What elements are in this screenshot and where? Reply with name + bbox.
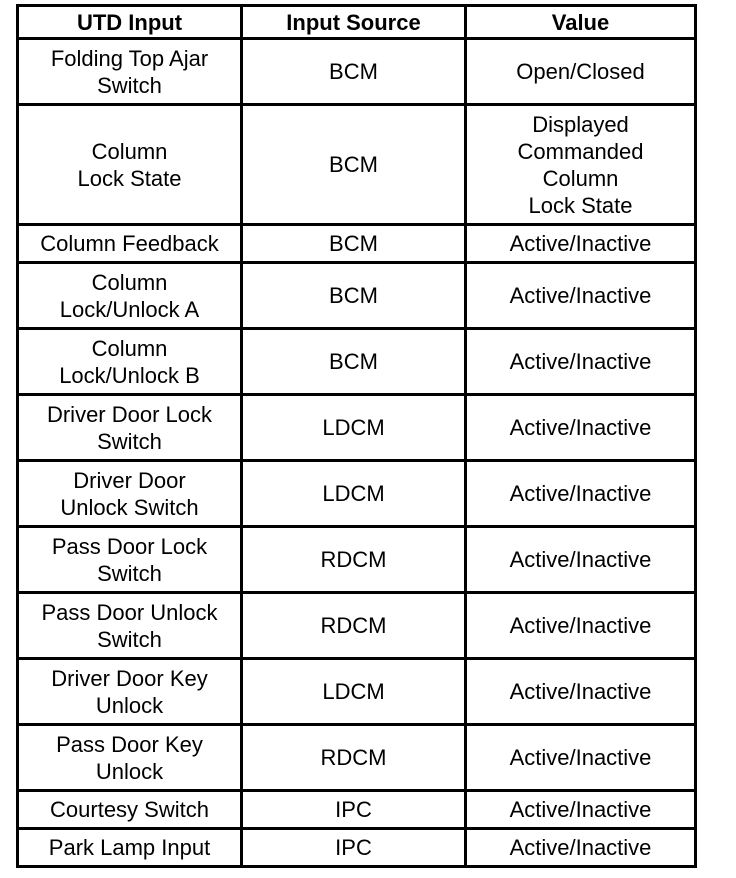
- value-cell: [466, 225, 696, 263]
- header-utd-input: UTD Input: [18, 6, 242, 39]
- table-row: [18, 39, 696, 105]
- utd-input-text: Pass Door Key Unlock: [56, 731, 203, 784]
- utd-input-text: Column Lock/Unlock B: [59, 335, 200, 388]
- utd-input-text: Pass Door Lock Switch: [51, 533, 208, 586]
- utd-input-cell: [18, 263, 242, 329]
- header-input-source: Input Source: [242, 6, 466, 39]
- utd-input-table: [16, 4, 697, 868]
- value-text: Active/Inactive: [509, 835, 652, 860]
- input-source-cell: RDCM: [242, 527, 466, 593]
- value-cell: [466, 105, 696, 225]
- table-header-row: [18, 6, 696, 39]
- utd-input-cell: [18, 593, 242, 659]
- utd-input-text: Column Feedback: [40, 231, 219, 256]
- input-source-cell: BCM: [242, 263, 466, 329]
- table-row: [18, 659, 696, 725]
- value-cell: [466, 39, 696, 105]
- table-row: [18, 395, 696, 461]
- value-text: Active/Inactive: [509, 547, 652, 572]
- value-cell: [466, 395, 696, 461]
- table-row: [18, 791, 696, 829]
- input-source-cell: LDCM: [242, 395, 466, 461]
- value-cell: [466, 791, 696, 829]
- input-source-cell: RDCM: [242, 725, 466, 791]
- utd-input-text: Folding Top Ajar Switch: [50, 45, 209, 98]
- value-text: Active/Inactive: [509, 231, 652, 256]
- utd-input-cell: [18, 105, 242, 225]
- table-row: [18, 593, 696, 659]
- value-cell: [466, 829, 696, 867]
- input-source-cell: BCM: [242, 39, 466, 105]
- value-text: Active/Inactive: [509, 613, 652, 638]
- value-cell: [466, 329, 696, 395]
- value-text: Displayed Commanded Column Lock State: [517, 111, 644, 218]
- utd-input-cell: [18, 725, 242, 791]
- utd-input-cell: [18, 225, 242, 263]
- utd-input-text: Column Lock State: [77, 138, 182, 191]
- value-text: Active/Inactive: [509, 283, 652, 308]
- value-cell: [466, 461, 696, 527]
- utd-input-cell: [18, 461, 242, 527]
- value-cell: [466, 725, 696, 791]
- value-text: Active/Inactive: [509, 797, 652, 822]
- utd-input-text: Courtesy Switch: [50, 797, 209, 822]
- utd-input-text: Park Lamp Input: [48, 835, 211, 860]
- utd-input-cell: [18, 527, 242, 593]
- table-row: [18, 527, 696, 593]
- utd-input-cell: [18, 791, 242, 829]
- utd-input-text: Driver Door Lock Switch: [46, 401, 213, 454]
- table-row: [18, 329, 696, 395]
- input-source-cell: LDCM: [242, 461, 466, 527]
- table-row: [18, 829, 696, 867]
- header-value: Value: [466, 6, 696, 39]
- value-text: Active/Inactive: [509, 415, 652, 440]
- input-source-cell: LDCM: [242, 659, 466, 725]
- value-cell: [466, 593, 696, 659]
- utd-input-cell: [18, 829, 242, 867]
- table-row: [18, 461, 696, 527]
- utd-input-text: Driver Door Unlock Switch: [60, 467, 199, 520]
- table-row: [18, 225, 696, 263]
- utd-input-text: Driver Door Key Unlock: [51, 665, 208, 718]
- value-cell: [466, 659, 696, 725]
- value-cell: [466, 527, 696, 593]
- input-source-cell: IPC: [242, 791, 466, 829]
- input-source-cell: RDCM: [242, 593, 466, 659]
- value-text: Active/Inactive: [509, 349, 652, 374]
- table-row: [18, 263, 696, 329]
- input-source-cell: BCM: [242, 225, 466, 263]
- value-cell: [466, 263, 696, 329]
- utd-input-cell: [18, 39, 242, 105]
- utd-input-text: Column Lock/Unlock A: [59, 269, 200, 322]
- table-row: [18, 725, 696, 791]
- value-text: Active/Inactive: [509, 679, 652, 704]
- utd-input-cell: [18, 329, 242, 395]
- table-row: [18, 105, 696, 225]
- input-source-cell: BCM: [242, 329, 466, 395]
- value-text: Open/Closed: [516, 59, 645, 84]
- utd-input-cell: [18, 395, 242, 461]
- utd-input-cell: [18, 659, 242, 725]
- value-text: Active/Inactive: [509, 745, 652, 770]
- input-source-cell: BCM: [242, 105, 466, 225]
- value-text: Active/Inactive: [509, 481, 652, 506]
- input-source-cell: IPC: [242, 829, 466, 867]
- utd-input-text: Pass Door Unlock Switch: [41, 599, 218, 652]
